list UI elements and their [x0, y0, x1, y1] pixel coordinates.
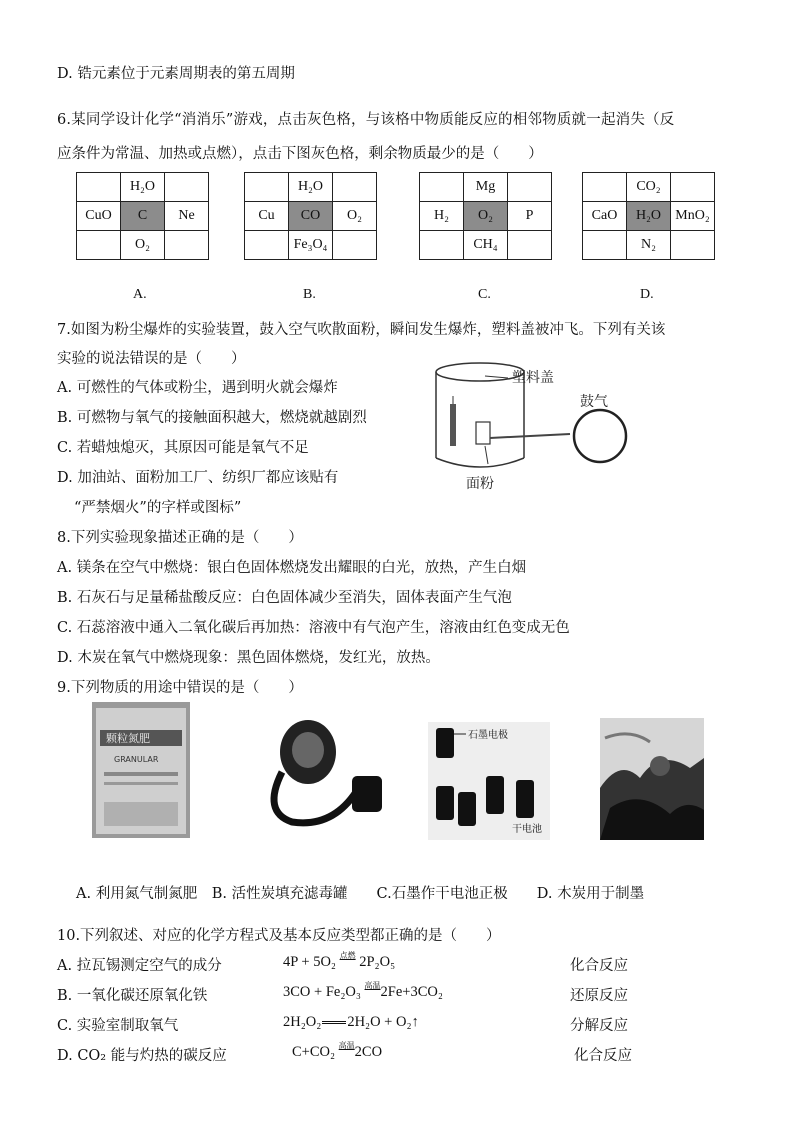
q7-option-b: B. 可燃物与氧气的接触面积越大，燃烧就越剧烈: [57, 410, 367, 426]
q10-row-b-type: 还原反应: [570, 988, 628, 1004]
q10-row-c-type: 分解反应: [570, 1018, 628, 1034]
pump-label: 鼓气: [580, 394, 608, 410]
q6-grid-d: CO₂ CaO H₂O MnO₂ N₂: [582, 172, 715, 260]
electrode-label: 石墨电极: [468, 730, 508, 741]
q7-option-d-cont: “严禁烟火”的字样或图标”: [74, 500, 242, 516]
q5-option-d: D. 锆元素位于元素周期表的第五周期: [57, 66, 295, 82]
q10-row-b-equation: 3CO + Fe₂O₃ $^{高温}$2Fe+3CO₂: [283, 981, 443, 1000]
fertilizer-bag-image: [92, 702, 190, 838]
q8-stem: 8.下列实验现象描述正确的是（ ）: [57, 530, 303, 546]
q7-option-c: C. 若蜡烛熄灭，其原因可能是氧气不足: [57, 440, 309, 456]
battery-label: 干电池: [512, 824, 542, 835]
q10-stem: 10.下列叙述、对应的化学方程式及基本反应类型都正确的是（ ）: [57, 928, 501, 944]
q10-row-d-desc: D. CO₂ 能与灼热的碳反应: [57, 1048, 227, 1064]
ink-painting-image: [600, 718, 704, 840]
q7-option-d: D. 加油站、面粉加工厂、纺织厂都应该贴有: [57, 470, 339, 486]
bag-title: 颗粒氮肥: [106, 732, 150, 745]
q10-row-d-equation: C+CO₂ $^{高温}$2CO: [292, 1041, 383, 1060]
q7-stem-line2: 实验的说法错误的是（ ）: [57, 351, 246, 367]
q8-option-a: A. 镁条在空气中燃烧：银白色固体燃烧发出耀眼的白光，放热，产生白烟: [57, 560, 527, 576]
q7-option-a: A. 可燃性的气体或粉尘，遇到明火就会爆炸: [57, 380, 338, 396]
q7-stem-line1: 7.如图为粉尘爆炸的实验装置，鼓入空气吹散面粉，瞬间发生爆炸，塑料盖被冲飞。下列有关该: [57, 322, 666, 338]
q6-grid-b: H₂O Cu CO O₂ Fe₃O₄: [244, 172, 377, 260]
dust-explosion-apparatus: [430, 358, 660, 500]
q8-option-c: C. 石蕊溶液中通入二氧化碳后再加热：溶液中有气泡产生，溶液由红色变成无色: [57, 620, 570, 636]
q10-row-b-desc: B. 一氧化碳还原氧化铁: [57, 988, 208, 1004]
q10-row-c-equation: 2H₂O₂ 2H₂O + O₂↑: [283, 1014, 419, 1030]
q6-stem-line1: 6.某同学设计化学“消消乐”游戏，点击灰色格，与该格中物质能反应的相邻物质就一起消失（反: [57, 112, 675, 128]
q8-option-b: B. 石灰石与足量稀盐酸反应：白色固体减少至消失，固体表面产生气泡: [57, 590, 512, 606]
q6-grid-a: H₂O CuO C Ne O₂: [76, 172, 209, 260]
q6-label-d: D.: [640, 287, 654, 302]
q6-grid-c: Mg H₂ O₂ P CH₄: [419, 172, 552, 260]
bag-subtitle: GRANULAR: [114, 755, 159, 764]
dry-battery-image: [428, 722, 550, 840]
q6-label-b: B.: [303, 287, 316, 302]
q9-options: A. 利用氮气制氮肥 B. 活性炭填充滤毒罐 C.石墨作干电池正极 D. 木炭用于制墨: [76, 886, 645, 902]
q6-stem-line2: 应条件为常温、加热或点燃），点击下图灰色格，剩余物质最少的是（ ）: [57, 146, 543, 162]
q10-row-a-desc: A. 拉瓦锡测定空气的成分: [57, 958, 222, 974]
q10-row-a-equation: 4P + 5O₂ $^{点燃}$ 2P₂O₅: [283, 951, 396, 970]
gas-mask-image: [252, 712, 412, 834]
q10-row-c-desc: C. 实验室制取氧气: [57, 1018, 179, 1034]
q6-label-c: C.: [478, 287, 491, 302]
q6-label-a: A.: [133, 287, 147, 302]
lid-label: 塑料盖: [512, 370, 554, 386]
q8-option-d: D. 木炭在氧气中燃烧现象：黑色固体燃烧，发红光，放热。: [57, 650, 440, 666]
q10-row-d-type: 化合反应: [574, 1048, 632, 1064]
q10-row-a-type: 化合反应: [570, 958, 628, 974]
flour-label: 面粉: [466, 476, 494, 492]
q9-stem: 9.下列物质的用途中错误的是（ ）: [57, 680, 303, 696]
